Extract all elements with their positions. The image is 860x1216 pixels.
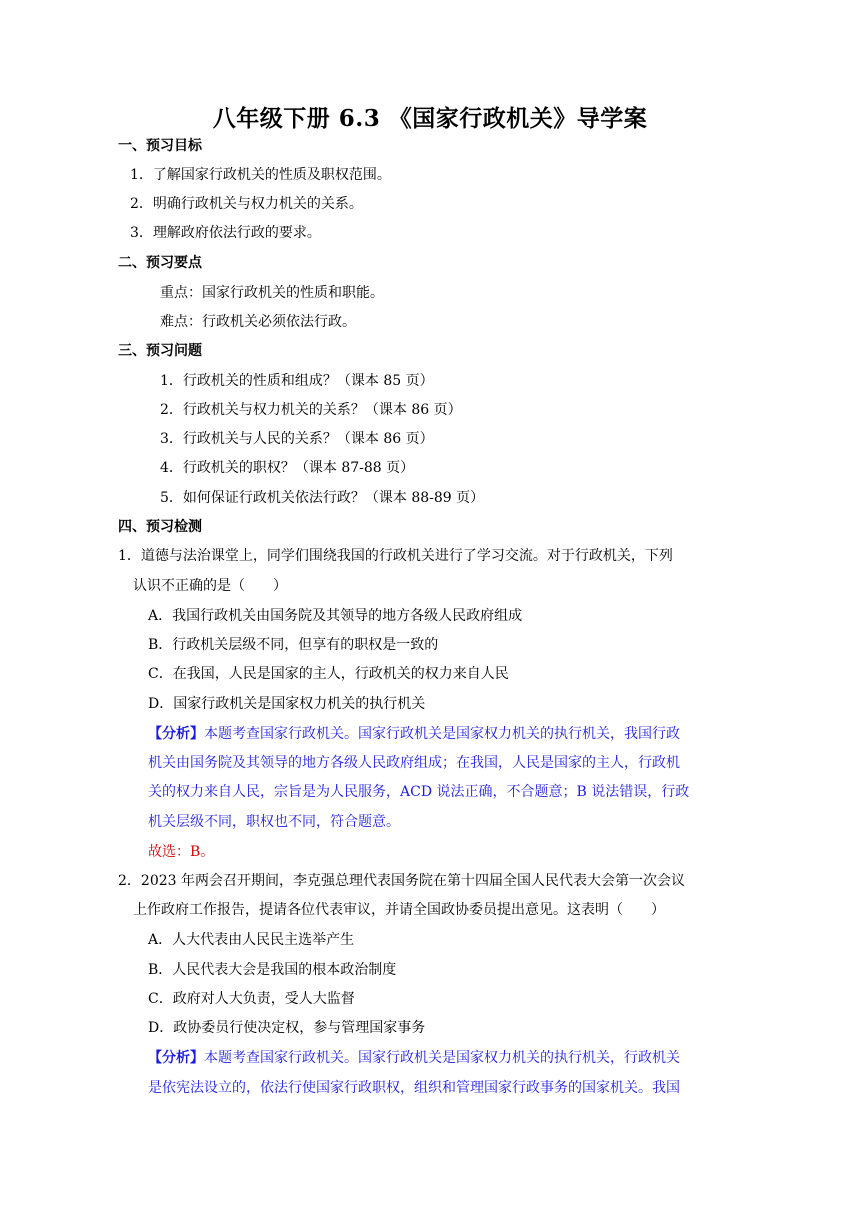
q2-option-c: C．政府对人大负责，受人大监督 <box>148 991 355 1007</box>
q2-analysis-line: 【分析】本题考查国家行政机关。国家行政机关是国家权力机关的执行机关，行政机关 <box>148 1050 680 1066</box>
q1-answer: 故选：B。 <box>148 844 215 860</box>
question-item: 3．行政机关与人民的关系？（课本 86 页） <box>160 431 434 447</box>
q2-option-a: A．人大代表由人民民主选举产生 <box>148 932 355 948</box>
section-heading-goals: 一、预习目标 <box>118 138 202 154</box>
q1-analysis-line: 【分析】本题考查国家行政机关。国家行政机关是国家权力机关的执行机关，我国行政 <box>148 726 680 742</box>
section-heading-keypoints: 二、预习要点 <box>118 255 202 271</box>
goal-item: 2．明确行政机关与权力机关的关系。 <box>130 196 363 212</box>
question-item: 5．如何保证行政机关依法行政？（课本 88-89 页） <box>160 490 485 506</box>
key-point: 重点：国家行政机关的性质和职能。 <box>160 285 384 301</box>
q1-analysis-line: 机关层级不同，职权也不同，符合题意。 <box>148 814 400 830</box>
question-item: 4．行政机关的职权？（课本 87-88 页） <box>160 460 415 476</box>
q1-stem-line: 1．道德与法治课堂上，同学们围绕我国的行政机关进行了学习交流。对于行政机关，下列 <box>118 548 673 564</box>
q2-analysis-line: 是依宪法设立的，依法行使国家行政职权，组织和管理国家行政事务的国家机关。我国 <box>148 1080 680 1096</box>
question-item: 1．行政机关的性质和组成？（课本 85 页） <box>160 373 434 389</box>
section-heading-questions: 三、预习问题 <box>118 343 202 359</box>
question-item: 2．行政机关与权力机关的关系？（课本 86 页） <box>160 402 462 418</box>
analysis-tag: 【分析】 <box>148 1050 204 1066</box>
page-title: 八年级下册 6.3 《国家行政机关》导学案 <box>212 105 648 132</box>
q1-stem-line: 认识不正确的是（ ） <box>133 578 287 594</box>
q1-analysis-line: 机关由国务院及其领导的地方各级人民政府组成；在我国，人民是国家的主人，行政机 <box>148 755 680 771</box>
q2-stem-line: 2．2023 年两会召开期间，李克强总理代表国务院在第十四届全国人民代表大会第一次会议 <box>118 873 685 889</box>
goal-item: 1．了解国家行政机关的性质及职权范围。 <box>130 167 391 183</box>
q2-option-b: B．人民代表大会是我国的根本政治制度 <box>148 962 397 978</box>
q1-option-d: D．国家行政机关是国家权力机关的执行机关 <box>148 696 426 712</box>
q2-stem-line: 上作政府工作报告，提请各位代表审议，并请全国政协委员提出意见。这表明（ ） <box>133 902 665 918</box>
q1-option-b: B．行政机关层级不同，但享有的职权是一致的 <box>148 637 439 653</box>
q1-option-c: C．在我国，人民是国家的主人，行政机关的权力来自人民 <box>148 666 509 682</box>
difficult-point: 难点：行政机关必须依法行政。 <box>160 314 356 330</box>
q2-option-d: D．政协委员行使决定权，参与管理国家事务 <box>148 1020 426 1036</box>
analysis-tag: 【分析】 <box>148 726 204 742</box>
section-heading-check: 四、预习检测 <box>118 519 202 535</box>
goal-item: 3．理解政府依法行政的要求。 <box>130 225 321 241</box>
q1-option-a: A．我国行政机关由国务院及其领导的地方各级人民政府组成 <box>148 608 523 624</box>
q1-analysis-line: 关的权力来自人民，宗旨是为人民服务，ACD 说法正确，不合题意；B 说法错误，行政 <box>148 784 690 800</box>
